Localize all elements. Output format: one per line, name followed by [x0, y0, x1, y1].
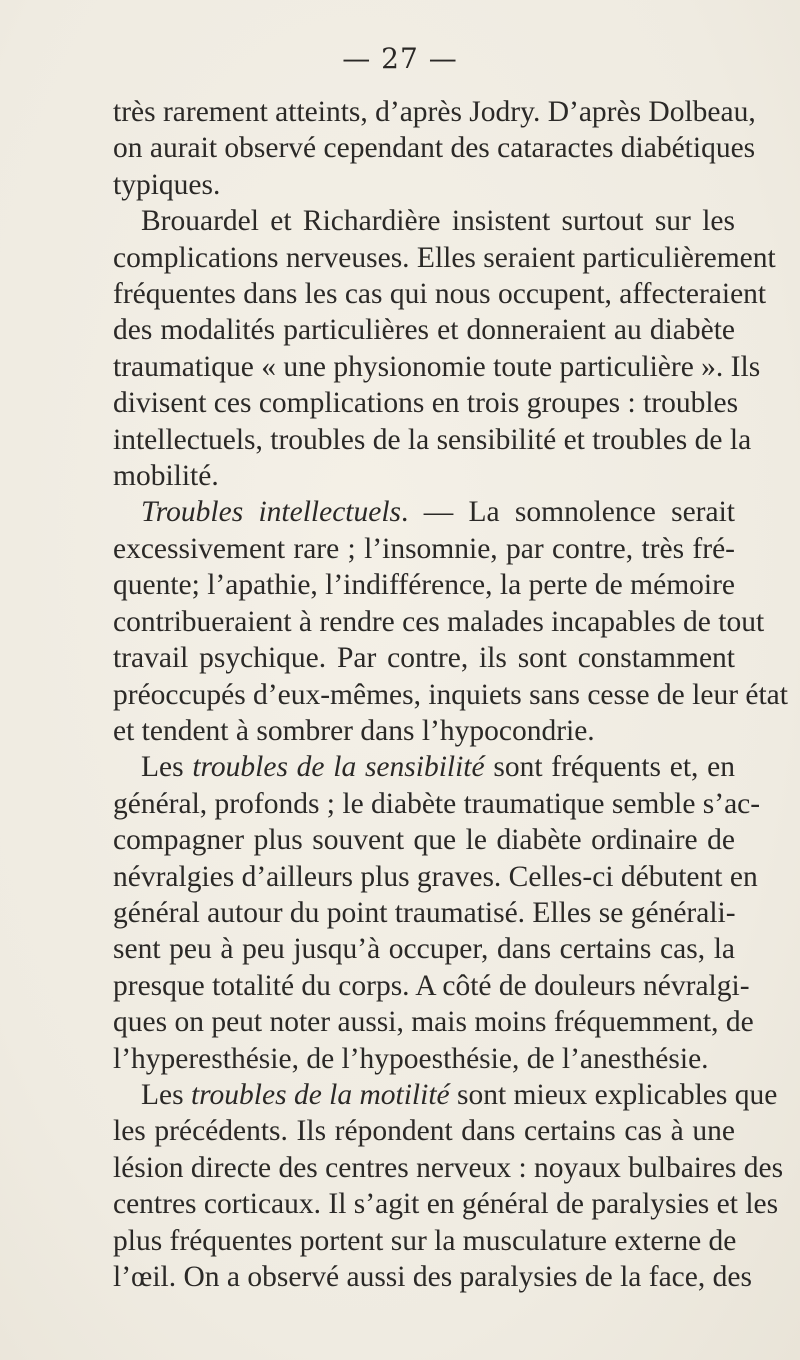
- text-line: Brouardel et Richardière insistent surtout sur les: [141, 205, 735, 238]
- text-line: l’hyperesthésie, de l’hypoesthésie, de l’anesthésie.: [113, 1042, 709, 1075]
- text-line: contribueraient à rendre ces malades incapables de tout: [113, 605, 765, 638]
- text-line: préoccupés d’eux-mêmes, inquiets sans cesse de leur état: [113, 678, 788, 711]
- text-line: [113, 1077, 778, 1113]
- text-line: général autour du point traumatisé. Elles se générali-: [113, 896, 736, 929]
- text-fragment: . — La somnolence serait: [401, 496, 735, 529]
- section-heading-motility: troubles de la motilité: [190, 1078, 450, 1111]
- text-fragment: Les: [141, 1078, 184, 1111]
- text-line: général, profonds ; le diabète traumatique semble s’ac-: [113, 787, 761, 820]
- text-line: les précédents. Ils répondent dans certains cas à une: [113, 1115, 735, 1148]
- text-line: excessivement rare ; l’insomnie, par contre, très fré-: [113, 532, 735, 565]
- text-line: traumatique « une physionomie toute particulière ». Ils: [113, 350, 761, 383]
- text-line: fréquentes dans les cas qui nous occupent, affecteraient: [113, 278, 767, 311]
- text-line: et tendent à sombrer dans l’hypocondrie.: [113, 714, 595, 747]
- text-line: centres corticaux. Il s’agit en général de paralysies et les: [113, 1188, 779, 1221]
- text-line: des modalités particulières et donneraient au diabète: [113, 314, 735, 347]
- text-line: compagner plus souvent que le diabète ordinaire de: [113, 824, 735, 857]
- text-line: ques on peut noter aussi, mais moins fréquemment, de: [113, 1006, 754, 1039]
- text-line: sent peu à peu jusqu’à occuper, dans certains cas, la: [113, 933, 735, 966]
- text-line: on aurait observé cependant des cataractes diabétiques: [113, 132, 756, 165]
- page-number: — 27 —: [342, 42, 458, 75]
- text-line: intellectuels, troubles de la sensibilité et troubles de la: [113, 423, 752, 456]
- text-line: presque totalité du corps. A côté de douleurs névralgi-: [113, 969, 750, 1002]
- text-fragment: sont fréquents et, en: [484, 751, 735, 784]
- paragraph-2: [113, 203, 776, 494]
- paragraph-5: [113, 1077, 784, 1295]
- text-line: [113, 749, 735, 785]
- text-line: [113, 494, 735, 530]
- paragraph-1: [113, 94, 756, 203]
- paragraph-3: [113, 494, 788, 749]
- text-fragment: sont mieux explicables que: [449, 1078, 778, 1111]
- text-line: typiques.: [113, 168, 221, 201]
- text-line: complications nerveuses. Elles seraient particulièrement: [113, 241, 776, 274]
- text-line: quente; l’apathie, l’indifférence, la perte de mémoire: [113, 569, 735, 602]
- text-line: l’œil. On a observé aussi des paralysies de la face, des: [113, 1261, 752, 1293]
- text-line: névralgies d’ailleurs plus graves. Celles-ci débutent en: [113, 860, 758, 893]
- text-line: plus fréquentes portent sur la musculature externe de: [113, 1224, 737, 1257]
- text-line: travail psychique. Par contre, ils sont constamment: [113, 642, 735, 675]
- text-line: divisent ces complications en trois groupes : troubles: [113, 387, 739, 420]
- body-text: [113, 94, 788, 1295]
- text-fragment: Les: [141, 751, 184, 784]
- text-line: mobilité.: [113, 460, 219, 493]
- text-line: très rarement atteints, d’après Jodry. D’après Dolbeau,: [113, 96, 756, 128]
- text-line: lésion directe des centres nerveux : noyaux bulbaires des: [113, 1151, 784, 1184]
- section-heading-intellectual: Troubles intellectuels: [141, 496, 402, 529]
- paragraph-4: [113, 749, 761, 1077]
- section-heading-sensibility: troubles de la sensibilité: [192, 751, 485, 784]
